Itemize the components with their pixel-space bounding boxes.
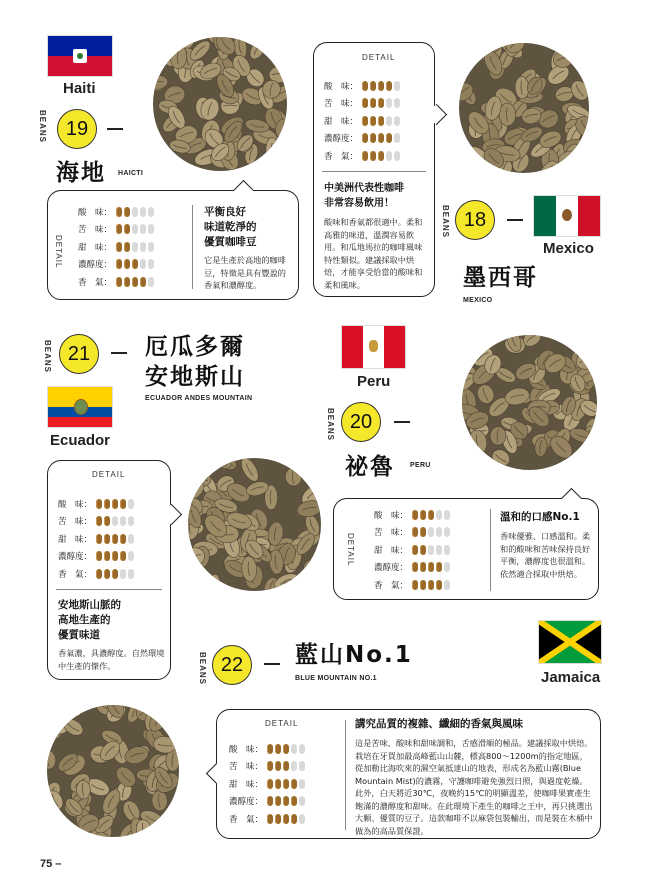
- coffee-bean-icon: [291, 796, 297, 806]
- bean-rating: [116, 277, 154, 287]
- rating-label: 酸 味：: [229, 744, 264, 755]
- coffee-bean-icon: [132, 242, 138, 252]
- haiti-beans-photo: [153, 37, 287, 171]
- coffee-bean-icon: [96, 569, 102, 579]
- haiti-name-zh: 海地: [56, 160, 106, 186]
- coffee-bean-icon: [444, 545, 450, 555]
- bean-rating: [267, 814, 305, 824]
- box-pointer: [561, 488, 582, 509]
- bean-rating: [96, 569, 134, 579]
- bean-rating: [267, 761, 305, 771]
- coffee-bean-icon: [386, 133, 392, 143]
- coffee-bean-icon: [128, 569, 134, 579]
- rating-row: [374, 506, 450, 524]
- haiti-country-name: Haiti: [63, 80, 96, 97]
- coffee-bean-icon: [283, 761, 289, 771]
- coffee-bean-icon: [116, 207, 122, 217]
- peru-name-en: PERU: [410, 462, 431, 469]
- coffee-bean-icon: [140, 242, 146, 252]
- bean-rating: [362, 151, 400, 161]
- haiti-headline: 平衡良好 味道乾淨的 優質咖啡豆: [204, 206, 257, 248]
- coffee-bean-icon: [362, 151, 368, 161]
- coffee-bean-icon: [96, 499, 102, 509]
- haiti-name-en: HAICTI: [118, 170, 144, 177]
- rating-label: 苦 味：: [229, 762, 264, 773]
- divider-dash: [111, 352, 127, 354]
- ecuador-flag: [47, 386, 113, 428]
- coffee-bean-icon: [412, 527, 418, 537]
- ecuador-headline: 安地斯山脈的 高地生產的 優質味道: [58, 599, 121, 641]
- jamaica-name-en: BLUE MOUNTAIN NO.1: [295, 675, 377, 682]
- rating-row: [78, 256, 154, 274]
- coffee-bean-icon: [104, 569, 110, 579]
- coffee-bean-icon: [132, 224, 138, 234]
- mexico-beans-photo: [459, 43, 589, 173]
- coffee-bean-icon: [116, 224, 122, 234]
- coffee-bean-icon: [128, 551, 134, 561]
- rating-label: 甜 味：: [58, 534, 93, 545]
- coffee-bean-icon: [275, 814, 281, 824]
- coffee-bean-icon: [124, 207, 130, 217]
- rating-row: [324, 95, 400, 113]
- coffee-bean-icon: [444, 580, 450, 590]
- bean-rating: [412, 562, 450, 572]
- haiti-flag: [47, 35, 113, 77]
- rating-row: [229, 793, 305, 811]
- coffee-bean-icon: [128, 516, 134, 526]
- coffee-bean-icon: [124, 224, 130, 234]
- rating-row: [78, 221, 154, 239]
- coffee-bean-icon: [283, 814, 289, 824]
- coffee-bean-icon: [116, 242, 122, 252]
- rating-row: [58, 513, 134, 531]
- coffee-bean-icon: [128, 534, 134, 544]
- coffee-bean-icon: [428, 580, 434, 590]
- beans-label: BEANS: [441, 205, 450, 239]
- coffee-bean-icon: [112, 534, 118, 544]
- coffee-bean-icon: [120, 534, 126, 544]
- page-number: 75 –: [40, 858, 62, 870]
- coffee-bean-icon: [104, 551, 110, 561]
- divider-dash: [264, 663, 280, 665]
- peru-ratings: [374, 506, 450, 594]
- rating-row: [324, 77, 400, 95]
- coffee-bean-icon: [386, 81, 392, 91]
- coffee-bean-icon: [267, 744, 273, 754]
- rating-label: 苦 味：: [78, 225, 113, 236]
- coffee-bean-icon: [412, 562, 418, 572]
- divider-dash: [394, 421, 410, 423]
- coffee-bean-icon: [112, 569, 118, 579]
- coffee-bean-icon: [428, 545, 434, 555]
- coffee-bean-icon: [436, 545, 442, 555]
- mexico-name-en: MEXICO: [463, 297, 493, 304]
- ecuador-description: 香氣濃，具濃醇度。自然環境中生產的傑作。: [58, 648, 165, 671]
- coffee-bean-icon: [112, 516, 118, 526]
- coffee-bean-icon: [428, 562, 434, 572]
- detail-label: DETAIL: [92, 470, 126, 479]
- rating-row: [58, 530, 134, 548]
- divider-dash: [507, 219, 523, 221]
- peru-headline: 溫和的口感No.1: [500, 511, 580, 523]
- rating-row: [324, 130, 400, 148]
- bean-rating: [96, 534, 134, 544]
- rating-row: [324, 112, 400, 130]
- bean-rating: [267, 779, 305, 789]
- rating-row: [58, 548, 134, 566]
- coffee-bean-icon: [428, 527, 434, 537]
- coffee-bean-icon: [291, 814, 297, 824]
- coffee-bean-icon: [299, 779, 305, 789]
- coffee-bean-icon: [394, 151, 400, 161]
- rating-label: 苦 味：: [324, 99, 359, 110]
- coffee-bean-icon: [370, 98, 376, 108]
- ecuador-beans-photo: [188, 458, 321, 591]
- bean-rating: [362, 116, 400, 126]
- rating-row: [229, 758, 305, 776]
- beans-label: BEANS: [43, 340, 52, 374]
- rating-label: 濃醇度：: [229, 797, 264, 808]
- rating-row: [58, 565, 134, 583]
- coffee-bean-icon: [283, 796, 289, 806]
- detail-label: DETAIL: [346, 533, 355, 567]
- rating-label: 苦 味：: [374, 528, 409, 539]
- divider-dash: [107, 128, 123, 130]
- rating-row: [374, 541, 450, 559]
- coffee-bean-icon: [362, 116, 368, 126]
- peru-name-zh: 祕魯: [345, 454, 395, 480]
- coffee-bean-icon: [378, 133, 384, 143]
- coffee-bean-icon: [124, 259, 130, 269]
- coffee-bean-icon: [267, 796, 273, 806]
- rating-label: 香 氣：: [229, 814, 264, 825]
- bean-rating: [116, 259, 154, 269]
- coffee-bean-icon: [362, 98, 368, 108]
- jamaica-country-name: Jamaica: [541, 669, 601, 686]
- coffee-bean-icon: [112, 499, 118, 509]
- rating-label: 甜 味：: [324, 116, 359, 127]
- jamaica-description: 這是苦味、酸味和甜味調和，舌感滑順的極品。建議採取中烘焙。栽培在牙買加最高峰藍山山麓，標高800～1200m的指定地區，從加勒比海吹來的濕空氣抵達山的地表，形成名為藍山霧(Blue Mountain Mist)的濃霧，守護咖啡避免強烈日照，與過度乾燥。此外，白天將近30℃，夜晚約15℃的明顯溫差，使咖啡果實產生飽滿的濃醇度和甜味。在此環境下產生的咖啡之王中，再只挑選出大顆、優質的豆子。這款咖啡不以麻袋包裝輸出，而是裝在木桶中做為的高品質保證。: [355, 738, 593, 836]
- haiti-number-badge: 19: [57, 109, 97, 149]
- box-divider: [322, 171, 426, 172]
- coffee-bean-icon: [148, 224, 154, 234]
- rating-label: 濃醇度：: [58, 552, 93, 563]
- rating-row: [78, 203, 154, 221]
- rating-row: [78, 273, 154, 291]
- coffee-bean-icon: [275, 779, 281, 789]
- coffee-bean-icon: [140, 207, 146, 217]
- box-pointer: [426, 104, 447, 125]
- coffee-bean-icon: [444, 510, 450, 520]
- rating-row: [374, 524, 450, 542]
- rating-label: 濃醇度：: [374, 563, 409, 574]
- coffee-bean-icon: [420, 510, 426, 520]
- coffee-bean-icon: [140, 224, 146, 234]
- mexico-headline: 中美洲代表性咖啡 非常容易飲用！: [324, 183, 404, 209]
- haiti-ratings: [78, 203, 154, 291]
- detail-label: DETAIL: [54, 235, 63, 269]
- rating-label: 甜 味：: [374, 545, 409, 556]
- ecuador-ratings: [58, 495, 134, 583]
- box-divider: [56, 589, 162, 590]
- coffee-bean-icon: [291, 744, 297, 754]
- coffee-bean-icon: [128, 499, 134, 509]
- beans-label: BEANS: [326, 408, 335, 442]
- coffee-bean-icon: [124, 277, 130, 287]
- rating-label: 香 氣：: [58, 569, 93, 580]
- mexico-number-badge: 18: [455, 200, 495, 240]
- box-divider: [490, 509, 491, 591]
- coffee-bean-icon: [116, 259, 122, 269]
- coffee-bean-icon: [283, 744, 289, 754]
- ecuador-number-badge: 21: [59, 334, 99, 374]
- box-divider: [192, 205, 193, 289]
- coffee-bean-icon: [412, 580, 418, 590]
- coffee-bean-icon: [428, 510, 434, 520]
- rating-label: 濃醇度：: [324, 134, 359, 145]
- rating-label: 香 氣：: [324, 151, 359, 162]
- jamaica-headline: 講究品質的複雜、纖細的香氣與風味: [355, 718, 523, 730]
- bean-rating: [96, 551, 134, 561]
- mexico-flag: [533, 195, 601, 237]
- coffee-bean-icon: [112, 551, 118, 561]
- coffee-bean-icon: [104, 499, 110, 509]
- rating-label: 酸 味：: [58, 499, 93, 510]
- coffee-bean-icon: [275, 761, 281, 771]
- rating-label: 酸 味：: [78, 207, 113, 218]
- mexico-country-name: Mexico: [543, 240, 594, 257]
- coffee-bean-icon: [370, 81, 376, 91]
- coffee-bean-icon: [96, 534, 102, 544]
- coffee-bean-icon: [370, 133, 376, 143]
- rating-label: 酸 味：: [324, 81, 359, 92]
- coffee-bean-icon: [148, 242, 154, 252]
- coffee-bean-icon: [412, 545, 418, 555]
- coffee-bean-icon: [420, 545, 426, 555]
- coffee-bean-icon: [378, 98, 384, 108]
- rating-row: [374, 576, 450, 594]
- coffee-bean-icon: [436, 580, 442, 590]
- bean-rating: [362, 98, 400, 108]
- peru-country-name: Peru: [357, 373, 391, 390]
- rating-label: 香 氣：: [78, 277, 113, 288]
- jamaica-name-zh: 藍山No.1: [295, 642, 413, 668]
- coffee-bean-icon: [267, 814, 273, 824]
- box-pointer: [206, 763, 227, 784]
- coffee-bean-icon: [394, 81, 400, 91]
- coffee-bean-icon: [362, 81, 368, 91]
- haiti-detail-box: [47, 190, 299, 300]
- jamaica-beans-photo: [47, 705, 179, 837]
- coffee-bean-icon: [267, 779, 273, 789]
- jamaica-detail-box: [216, 709, 601, 839]
- mexico-description: 酸味和香氣都很適中。柔和高雅的味道，溫潤容易飲用。和瓜地馬拉的咖啡風味特性類似。建議採取中烘焙，才能享受恰當的酸味和柔和風味。: [324, 217, 423, 290]
- ecuador-name-zh: 厄瓜多爾 安地斯山: [145, 334, 245, 390]
- coffee-bean-icon: [120, 551, 126, 561]
- coffee-bean-icon: [420, 527, 426, 537]
- beans-label: BEANS: [198, 652, 207, 686]
- coffee-bean-icon: [291, 761, 297, 771]
- coffee-bean-icon: [394, 116, 400, 126]
- coffee-bean-icon: [299, 744, 305, 754]
- coffee-bean-icon: [394, 133, 400, 143]
- ecuador-country-name: Ecuador: [50, 432, 111, 449]
- coffee-bean-icon: [116, 277, 122, 287]
- coffee-bean-icon: [370, 151, 376, 161]
- coffee-bean-icon: [444, 527, 450, 537]
- coffee-bean-icon: [370, 116, 376, 126]
- bean-rating: [267, 744, 305, 754]
- peru-beans-photo: [462, 335, 597, 470]
- coffee-bean-icon: [120, 569, 126, 579]
- rating-label: 甜 味：: [229, 779, 264, 790]
- coffee-bean-icon: [104, 534, 110, 544]
- coffee-bean-icon: [444, 562, 450, 572]
- coffee-bean-icon: [148, 207, 154, 217]
- jamaica-ratings: [229, 740, 305, 828]
- rating-label: 苦 味：: [58, 517, 93, 528]
- coffee-bean-icon: [132, 207, 138, 217]
- box-divider: [345, 720, 346, 830]
- coffee-bean-icon: [132, 277, 138, 287]
- coffee-bean-icon: [120, 516, 126, 526]
- rating-row: [229, 810, 305, 828]
- coffee-bean-icon: [436, 562, 442, 572]
- peru-description: 香味優雅、口感溫和。柔和的酸味和苦味保持良好平衡，濃醇度也很溫和。依然適合採取中烘焙。: [500, 531, 591, 579]
- mexico-ratings: [324, 77, 400, 165]
- bean-rating: [96, 516, 134, 526]
- bean-rating: [362, 81, 400, 91]
- bean-rating: [362, 133, 400, 143]
- coffee-bean-icon: [386, 98, 392, 108]
- bean-rating: [116, 207, 154, 217]
- coffee-bean-icon: [394, 98, 400, 108]
- coffee-bean-icon: [124, 242, 130, 252]
- mexico-detail-box: [313, 42, 435, 297]
- coffee-bean-icon: [96, 516, 102, 526]
- coffee-bean-icon: [275, 744, 281, 754]
- bean-rating: [412, 527, 450, 537]
- coffee-bean-icon: [148, 259, 154, 269]
- bean-rating: [267, 796, 305, 806]
- coffee-bean-icon: [362, 133, 368, 143]
- rating-label: 酸 味：: [374, 510, 409, 521]
- rating-row: [229, 740, 305, 758]
- coffee-bean-icon: [120, 499, 126, 509]
- coffee-bean-icon: [140, 277, 146, 287]
- bean-rating: [412, 580, 450, 590]
- coffee-bean-icon: [283, 779, 289, 789]
- rating-label: 甜 味：: [78, 242, 113, 253]
- coffee-bean-icon: [420, 580, 426, 590]
- coffee-bean-icon: [436, 527, 442, 537]
- rating-row: [324, 147, 400, 165]
- rating-label: 香 氣：: [374, 580, 409, 591]
- coffee-bean-icon: [267, 761, 273, 771]
- rating-row: [229, 775, 305, 793]
- ecuador-name-en: ECUADOR ANDES MOUNTAIN: [145, 395, 253, 402]
- coffee-bean-icon: [275, 796, 281, 806]
- coffee-bean-icon: [299, 814, 305, 824]
- bean-rating: [116, 224, 154, 234]
- bean-rating: [96, 499, 134, 509]
- coffee-bean-icon: [420, 562, 426, 572]
- coffee-bean-icon: [386, 116, 392, 126]
- coffee-bean-icon: [378, 81, 384, 91]
- bean-rating: [116, 242, 154, 252]
- coffee-bean-icon: [378, 116, 384, 126]
- ecuador-detail-box: [47, 460, 171, 680]
- haiti-description: 它是生產於高地的咖啡豆，特徵是具有豐盈的香氣和濃醇度。: [204, 255, 286, 290]
- peru-flag: [341, 325, 406, 369]
- coffee-bean-icon: [386, 151, 392, 161]
- peru-number-badge: 20: [341, 402, 381, 442]
- bean-rating: [412, 510, 450, 520]
- rating-row: [78, 238, 154, 256]
- rating-label: 濃醇度：: [78, 260, 113, 271]
- coffee-bean-icon: [140, 259, 146, 269]
- box-pointer: [233, 180, 254, 201]
- mexico-name-zh: 墨西哥: [463, 265, 538, 291]
- beans-label: BEANS: [38, 110, 47, 144]
- rating-row: [58, 495, 134, 513]
- jamaica-flag: [538, 620, 602, 664]
- box-pointer: [161, 504, 182, 525]
- coffee-bean-icon: [148, 277, 154, 287]
- coffee-bean-icon: [436, 510, 442, 520]
- detail-label: DETAIL: [265, 719, 299, 728]
- jamaica-number-badge: 22: [212, 645, 252, 685]
- bean-rating: [412, 545, 450, 555]
- coffee-bean-icon: [132, 259, 138, 269]
- rating-row: [374, 559, 450, 577]
- coffee-bean-icon: [291, 779, 297, 789]
- coffee-bean-icon: [104, 516, 110, 526]
- peru-detail-box: [333, 498, 599, 600]
- coffee-bean-icon: [412, 510, 418, 520]
- detail-label: DETAIL: [362, 53, 396, 62]
- coffee-bean-icon: [299, 796, 305, 806]
- coffee-bean-icon: [299, 761, 305, 771]
- coffee-bean-icon: [96, 551, 102, 561]
- coffee-bean-icon: [378, 151, 384, 161]
